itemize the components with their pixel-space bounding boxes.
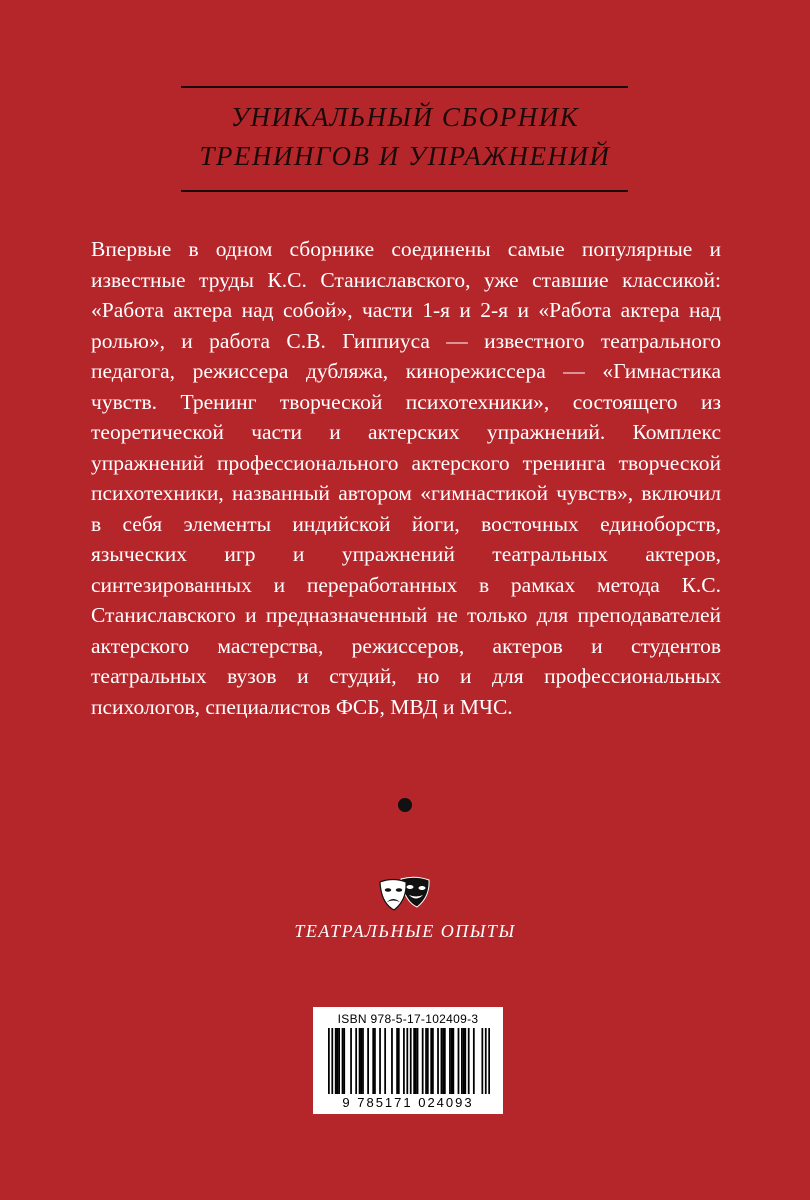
barcode-bar: [359, 1028, 361, 1094]
barcode-bar: [463, 1028, 465, 1094]
barcode-bar: [335, 1028, 337, 1094]
barcode-bar: [379, 1028, 381, 1094]
barcode-bar: [461, 1028, 463, 1094]
barcode-bar: [458, 1028, 460, 1094]
barcode-bar: [374, 1028, 376, 1094]
heading: [150, 98, 660, 176]
ean-digits: 9 785171 024093: [342, 1095, 474, 1110]
barcode-bar: [413, 1028, 415, 1094]
barcode-bar: [367, 1028, 369, 1094]
barcode-bar: [473, 1028, 475, 1094]
separator-dot: [398, 798, 412, 812]
heading-line-2: ТРЕНИНГОВ И УПРАЖНЕНИЙ: [199, 141, 611, 171]
barcode-bar: [441, 1028, 443, 1094]
description-text: Впервые в одном сборнике соединены самые популярные и известные труды К.С. Станиславского, уже ставшие классикой: «Работа актера над собой», части 1-я и 2-я и «Работа актера над ролью», и работа С.В. Гиппиуса — известного театрального педагога, режиссера дубляжа, кинорежиссера — «Гимнастика чувств. Тренинг творческой психотехники», состоящего из теоретической части и актерских упражнений. Комплекс упражнений профессионального актерского тренинга творческой психотехники, названный автором «гимнастикой чувств», включил в себя элементы индийской йоги, восточных единоборств, языческих игр и упражнений театральных актеров, синтезированных и переработанных в рамках метода К.С. Станиславского и предназначенный не только для преподавателей актерского мастерства, режиссеров, актеров и студентов театральных вузов и студий, но и для профессиональных психологов, специалистов ФСБ, МВД и МЧС.: [91, 237, 721, 719]
barcode-bar: [449, 1028, 451, 1094]
barcode-bar: [451, 1028, 453, 1094]
barcode-bar: [342, 1028, 344, 1094]
barcode-bar: [328, 1028, 330, 1094]
barcode-bar: [372, 1028, 374, 1094]
barcode-bar: [415, 1028, 417, 1094]
barcode-bars: [328, 1028, 490, 1094]
top-rule: [181, 86, 628, 88]
barcode-bar: [343, 1028, 345, 1094]
barcode-bar: [384, 1028, 386, 1094]
barcode-bar: [452, 1028, 454, 1094]
barcode-bar: [355, 1028, 357, 1094]
barcode-bar: [430, 1028, 432, 1094]
barcode-bar: [398, 1028, 400, 1094]
barcode-box: [313, 1007, 503, 1114]
barcode-bar: [442, 1028, 444, 1094]
barcode-bar: [468, 1028, 470, 1094]
barcode-bar: [464, 1028, 466, 1094]
barcode-bar: [427, 1028, 429, 1094]
barcode-bar: [432, 1028, 434, 1094]
barcode-bar: [481, 1028, 483, 1094]
barcode-bar: [417, 1028, 419, 1094]
isbn-text: ISBN 978-5-17-102409-3: [337, 1012, 479, 1026]
series-name: ТЕАТРАЛЬНЫЕ ОПЫТЫ: [294, 921, 516, 941]
heading-line-1: УНИКАЛЬНЫЙ СБОРНИК: [230, 102, 580, 132]
barcode-bar: [425, 1028, 427, 1094]
bottom-rule: [181, 190, 628, 192]
barcode-bar: [488, 1028, 490, 1094]
barcode-bar: [406, 1028, 408, 1094]
barcode-bar: [360, 1028, 362, 1094]
barcode-bar: [403, 1028, 405, 1094]
barcode-bar: [350, 1028, 352, 1094]
barcode-bar: [485, 1028, 487, 1094]
barcode-bar: [444, 1028, 446, 1094]
theatre-masks-icon: [377, 873, 433, 913]
barcode-bar: [410, 1028, 412, 1094]
barcode-bar: [391, 1028, 393, 1094]
barcode-bar: [396, 1028, 398, 1094]
barcode-bar: [422, 1028, 424, 1094]
barcode-bar: [331, 1028, 333, 1094]
barcode-bar: [437, 1028, 439, 1094]
barcode-bar: [338, 1028, 340, 1094]
barcode-bar: [337, 1028, 339, 1094]
barcode-bar: [362, 1028, 364, 1094]
